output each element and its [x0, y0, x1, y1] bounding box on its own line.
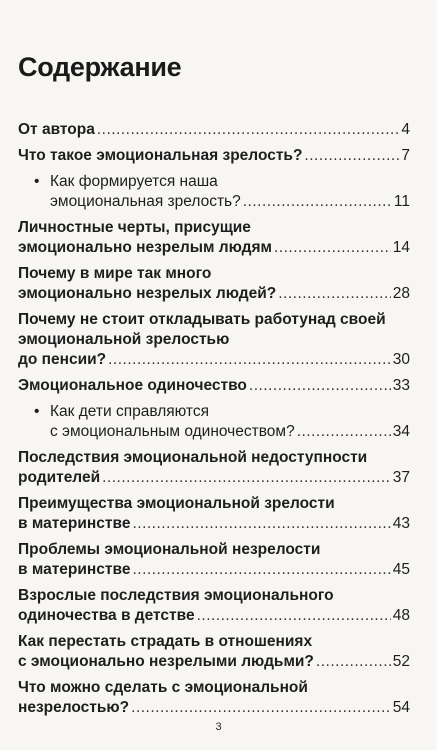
toc-page-number: 54 [392, 699, 410, 716]
toc-page-number: 14 [392, 239, 410, 256]
toc-entry-text: Что можно сделать с эмоциональной [18, 679, 308, 696]
dot-leader [97, 120, 400, 140]
toc-entry-text: в материнстве [18, 515, 131, 532]
dot-leader [102, 468, 391, 488]
toc-entry-text: Как формируется наша [50, 173, 218, 190]
dot-leader [297, 422, 391, 442]
toc-page-number: 34 [392, 423, 410, 440]
dot-leader [132, 514, 390, 534]
dot-leader [249, 376, 391, 396]
dot-leader [274, 238, 391, 258]
toc-entry-text: эмоционально незрелых людей? [18, 285, 277, 302]
dot-leader [243, 192, 392, 212]
toc-entry-text: одиночества в детстве [18, 607, 195, 624]
toc-page-number: 11 [393, 193, 410, 210]
toc-entry-text: над своей эмоциональной зрелостью [18, 311, 386, 348]
toc-subentry [18, 402, 410, 442]
toc-entry-text: с эмоциональным одиночеством? [50, 423, 295, 440]
toc-entry-text: Преимущества эмоциональной зрелости [18, 495, 335, 512]
dot-leader [197, 606, 391, 626]
toc-entry [18, 448, 410, 488]
table-of-contents [18, 120, 410, 724]
toc-entry-text: От автора [18, 121, 95, 138]
toc-entry-text: Проблемы эмоциональной незрелости [18, 541, 321, 558]
toc-page-number: 45 [392, 561, 410, 578]
toc-entry [18, 146, 410, 166]
dot-leader [278, 284, 391, 304]
toc-page-number: 30 [392, 351, 410, 368]
toc-entry-text: до пенсии? [18, 351, 107, 368]
toc-page-number: 48 [392, 607, 410, 624]
toc-entry-text: Личностные черты, присущие [18, 219, 251, 236]
toc-entry [18, 494, 410, 534]
toc-page-number: 4 [401, 121, 410, 138]
toc-entry [18, 376, 410, 396]
toc-page-number: 43 [392, 515, 410, 532]
toc-page-number: 7 [401, 147, 410, 164]
toc-entry-text: с эмоционально незрелыми людьми? [18, 653, 314, 670]
toc-page-number: 37 [392, 469, 410, 486]
dot-leader [132, 560, 390, 580]
bullet-icon: • [34, 403, 40, 420]
toc-entry-text: незрелостью? [18, 699, 130, 716]
toc-page-number: 33 [392, 377, 410, 394]
toc-subentry [18, 172, 410, 212]
toc-entry [18, 540, 410, 580]
toc-entry [18, 632, 410, 672]
toc-entry-text: Что такое эмоциональная зрелость? [18, 147, 303, 164]
toc-entry [18, 218, 410, 258]
toc-entry-text: эмоционально незрелым людям [18, 239, 272, 256]
toc-entry-text: Эмоциональное одиночество [18, 377, 247, 394]
toc-page-number: 28 [392, 285, 410, 302]
toc-entry-text: Почему не стоит откладывать работу [18, 311, 308, 328]
toc-entry [18, 310, 410, 370]
toc-entry-text: Последствия эмоциональной недоступности [18, 449, 368, 466]
toc-entry-text: эмоциональная зрелость? [50, 193, 241, 210]
toc-entry-text: в материнстве [18, 561, 131, 578]
toc-entry-text: Почему в мире так много [18, 265, 212, 282]
dot-leader [316, 652, 391, 672]
toc-entry [18, 678, 410, 718]
toc-entry-text: Как дети справляются [50, 403, 210, 420]
dot-leader [108, 350, 391, 370]
bullet-icon: • [34, 173, 40, 190]
toc-entry-text: Как перестать страдать в отношениях [18, 633, 313, 650]
toc-entry [18, 586, 410, 626]
toc-entry [18, 264, 410, 304]
toc-entry-text: Взрослые последствия эмоционального [18, 587, 334, 604]
page-number: 3 [215, 721, 222, 733]
toc-page-number: 52 [392, 653, 410, 670]
toc-entry [18, 120, 410, 140]
dot-leader [131, 698, 391, 718]
dot-leader [304, 146, 399, 166]
page-title: Содержание [18, 52, 182, 82]
toc-entry-text: родителей [18, 469, 101, 486]
